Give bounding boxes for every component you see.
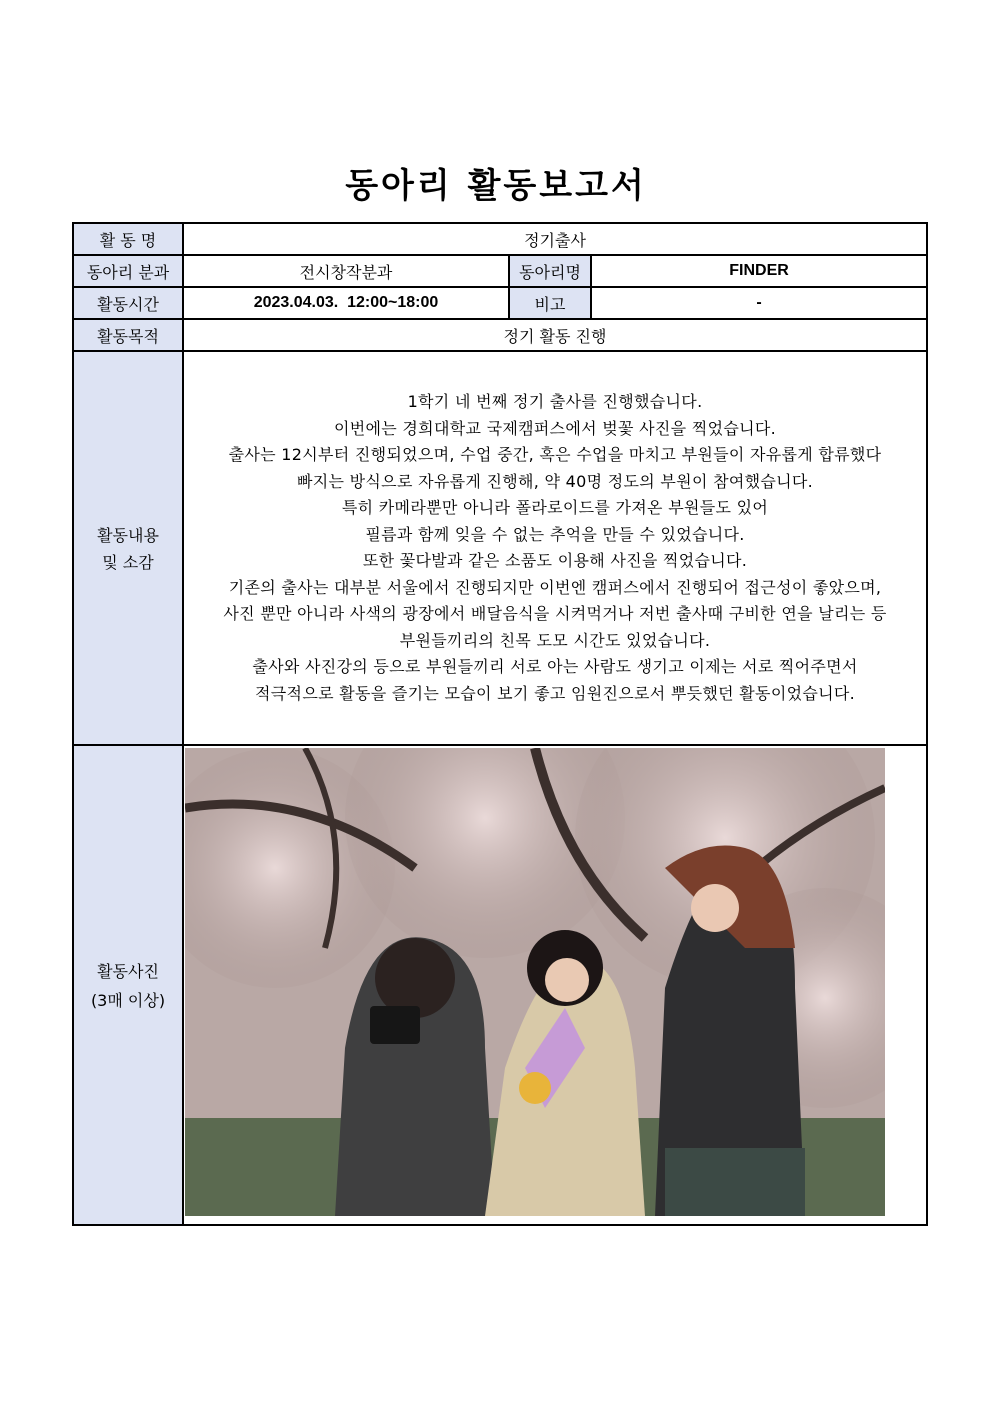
content-label-line1: 활동내용 [97, 526, 159, 545]
content-line: 출사와 사진강의 등으로 부원들끼리 서로 아는 사람도 생기고 이제는 서로 찍어주면서 [252, 657, 858, 676]
content-line: 1학기 네 번째 정기 출사를 진행했습니다. [407, 392, 703, 411]
club-name-label: 동아리명 [509, 255, 591, 287]
purpose-value: 정기 활동 진행 [183, 319, 927, 351]
photo-cell [183, 745, 927, 1225]
remarks-label: 비고 [509, 287, 591, 319]
content-line: 사진 뿐만 아니라 사색의 광장에서 배달음식을 시켜먹거나 저번 출사때 구비한 연을 날리는 등 [223, 604, 887, 623]
content-line: 필름과 함께 잊을 수 없는 추억을 만들 수 있었습니다. [365, 524, 745, 544]
activity-time-value: 2023.04.03. 12:00~18:00 [183, 287, 509, 319]
content-line: 또한 꽃다발과 같은 소품도 이용해 사진을 찍었습니다. [362, 551, 748, 570]
content-line: 부원들끼리의 친목 도모 시간도 있었습니다. [399, 630, 711, 650]
photos-label-line1: 활동사진 [97, 962, 159, 981]
row-club-division [73, 255, 927, 287]
club-division-value: 전시창작분과 [183, 255, 509, 287]
content-line: 출사는 12시부터 진행되었으며, 수업 중간, 혹은 수업을 마치고 부원들이 자유롭게 합류했다 [228, 445, 882, 464]
club-name-value: FINDER [591, 255, 927, 287]
content-line: 적극적으로 활동을 즐기는 모습이 보기 좋고 임원진으로서 뿌듯했던 활동이었습니다. [255, 683, 855, 703]
photos-label-line2: (3매 이상) [90, 991, 166, 1010]
club-division-label: 동아리 분과 [73, 255, 183, 287]
content-lines [184, 389, 926, 707]
content-line: 기존의 출사는 대부분 서울에서 진행되지만 이번엔 캠퍼스에서 진행되어 접근성이 좋았으며, [228, 577, 882, 597]
remarks-value: - [591, 287, 927, 319]
purpose-label: 활동목적 [73, 319, 183, 351]
activity-name-value: 정기출사 [183, 223, 927, 255]
photos-label [73, 745, 183, 1225]
row-purpose [73, 319, 927, 351]
content-line: 빠지는 방식으로 자유롭게 진행해, 약 40명 정도의 부원이 참여했습니다. [297, 471, 814, 491]
content-text [183, 351, 927, 745]
activity-name-label: 활 동 명 [73, 223, 183, 255]
row-activity-name [73, 223, 927, 255]
row-activity-time [73, 287, 927, 319]
content-label [73, 351, 183, 745]
content-line: 특히 카메라뿐만 아니라 폴라로이드를 가져온 부원들도 있어 [341, 498, 769, 517]
row-photos [73, 745, 927, 1225]
content-line: 이번에는 경희대학교 국제캠퍼스에서 벚꽃 사진을 찍었습니다. [334, 418, 776, 438]
cherry-blossom-photo-illustration [185, 748, 885, 1216]
row-content [73, 351, 927, 745]
report-table [72, 222, 928, 1226]
activity-photo [185, 748, 885, 1216]
content-label-line2: 및 소감 [102, 553, 154, 572]
activity-time-label: 활동시간 [73, 287, 183, 319]
document-title: 동아리 활동보고서 [345, 166, 647, 206]
